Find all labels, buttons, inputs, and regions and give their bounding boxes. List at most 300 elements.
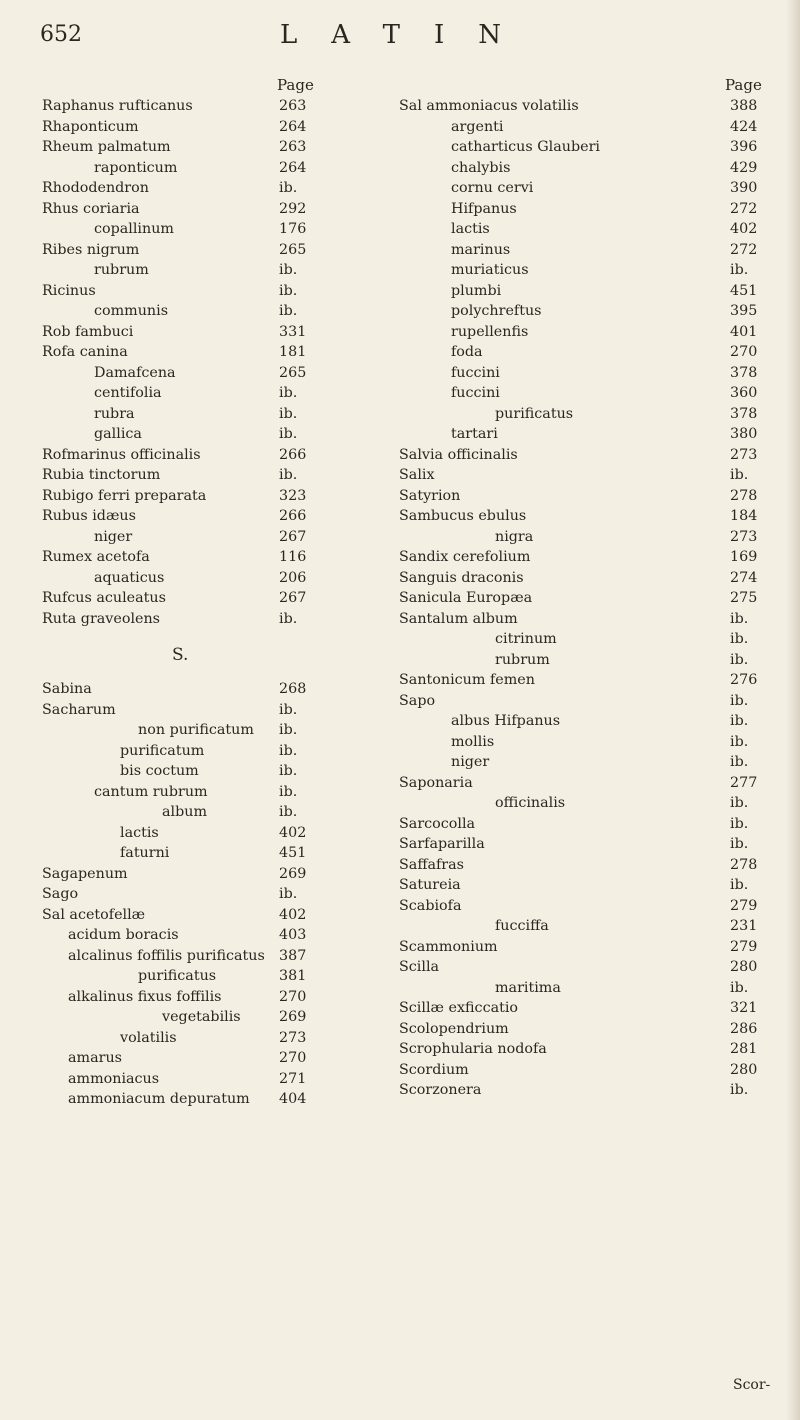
entry-page: 286	[730, 1020, 758, 1037]
entry-page: 402	[279, 824, 307, 841]
running-title: LATIN	[280, 20, 535, 50]
entry-page: ib.	[279, 610, 298, 627]
entry-term: ammoniacum depuratum	[68, 1091, 250, 1107]
index-entry	[399, 793, 772, 814]
entry-page: 402	[279, 906, 307, 923]
entry-page: 278	[730, 487, 758, 504]
entry-term: gallica	[94, 426, 142, 442]
entry-page: ib.	[279, 701, 298, 718]
entry-page: ib.	[730, 733, 749, 750]
entry-term: rubrum	[94, 262, 149, 278]
index-entry	[42, 445, 352, 466]
entry-page: 403	[279, 927, 307, 943]
entry-term: catharticus Glauberi	[451, 139, 601, 155]
entry-term: Scilla	[399, 959, 440, 975]
entry-term: lactis	[120, 824, 159, 841]
entry-page: ib.	[730, 836, 749, 852]
entry-page: 116	[279, 549, 307, 565]
index-entry	[399, 875, 772, 896]
entry-page: 266	[279, 446, 307, 463]
entry-term: Rhaponticum	[42, 118, 139, 135]
index-entry	[399, 609, 772, 630]
index-entry	[399, 773, 772, 794]
entry-page: 279	[730, 897, 758, 914]
entry-page: ib.	[279, 405, 298, 422]
index-entry	[399, 752, 772, 773]
entry-page: ib.	[279, 303, 298, 319]
index-entry	[399, 199, 772, 220]
entry-term: raponticum	[94, 159, 178, 176]
entry-term: Scillæ exficcatio	[399, 1000, 519, 1016]
entry-term: Scorzonera	[399, 1082, 482, 1098]
entry-term: Sabina	[42, 681, 92, 697]
entry-term: bis coctum	[120, 763, 199, 779]
index-entry	[399, 937, 772, 958]
entry-page: 387	[279, 947, 307, 964]
entry-term: Hifpanus	[451, 200, 517, 217]
entry-page: 263	[279, 98, 307, 114]
index-entry	[42, 864, 352, 885]
entry-term: Rofa canina	[42, 344, 128, 360]
entry-page: 272	[730, 241, 758, 258]
entry-page: 270	[279, 988, 307, 1005]
entry-term: nigra	[495, 528, 534, 545]
entry-term: Scabiofa	[399, 897, 462, 914]
entry-term: cantum rubrum	[94, 783, 208, 800]
index-entry	[42, 342, 352, 363]
entry-page: ib.	[279, 282, 298, 299]
index-entry	[42, 843, 352, 864]
index-entry	[399, 117, 772, 138]
index-entry	[399, 465, 772, 486]
index-entry	[399, 629, 772, 650]
index-entry	[42, 905, 352, 926]
index-entry	[399, 178, 772, 199]
index-entry	[399, 424, 772, 445]
entry-term: Sal ammoniacus volatilis	[399, 98, 579, 114]
entry-page: 380	[730, 426, 758, 442]
index-entry	[399, 96, 772, 117]
entry-term: Rufcus aculeatus	[42, 590, 166, 606]
entry-term: Scordium	[399, 1061, 469, 1078]
entry-page: ib.	[279, 742, 298, 759]
index-entry	[42, 281, 352, 302]
index-entry	[399, 732, 772, 753]
entry-page: ib.	[730, 631, 749, 647]
entry-page: 401	[730, 323, 758, 340]
index-entry	[399, 547, 772, 568]
entry-term: citrinum	[495, 631, 557, 647]
entry-page: 274	[730, 569, 758, 586]
entry-term: Rofmarinus officinalis	[42, 446, 201, 463]
entry-term: Sarcocolla	[399, 815, 476, 832]
index-entry	[399, 260, 772, 281]
index-entry	[399, 978, 772, 999]
index-entry	[399, 383, 772, 404]
entry-page: 265	[279, 241, 307, 258]
index-entry	[42, 1007, 352, 1028]
index-entry	[399, 896, 772, 917]
entry-term: Rumex acetofa	[42, 549, 150, 565]
entry-page: 279	[730, 938, 758, 955]
entry-page: 181	[279, 344, 307, 360]
index-entry	[42, 363, 352, 384]
entry-page: 266	[279, 508, 307, 524]
entry-page: ib.	[279, 467, 298, 483]
index-entry	[399, 281, 772, 302]
entry-page: 388	[730, 98, 758, 114]
index-entry	[42, 322, 352, 343]
entry-term: Ribes nigrum	[42, 241, 140, 258]
index-entry	[42, 1069, 352, 1090]
entry-page: ib.	[279, 385, 298, 401]
entry-page: ib.	[730, 610, 749, 627]
entry-term: Ruta graveolens	[42, 610, 161, 627]
entry-page: 280	[730, 1061, 758, 1078]
index-entry	[399, 527, 772, 548]
entry-page: 264	[279, 118, 307, 135]
entry-page: 269	[279, 1009, 307, 1025]
index-entry	[399, 650, 772, 671]
page-header	[40, 20, 780, 60]
index-entry	[399, 301, 772, 322]
index-entry	[399, 322, 772, 343]
entry-term: volatilis	[120, 1029, 177, 1046]
entry-term: Sago	[42, 886, 79, 902]
index-entry	[42, 966, 352, 987]
index-entry	[399, 916, 772, 937]
entry-page: ib.	[279, 426, 298, 442]
entry-term: Sandix cerefolium	[399, 549, 531, 565]
entry-page: ib.	[730, 713, 749, 729]
entry-page: 267	[279, 528, 307, 545]
index-entry	[42, 700, 352, 721]
page-number: 652	[40, 22, 82, 47]
entry-page: 276	[730, 672, 758, 688]
index-entry	[42, 547, 352, 568]
entry-term: Sal acetofellæ	[42, 906, 146, 923]
page-edge-shadow	[786, 0, 800, 1420]
index-entry	[399, 711, 772, 732]
entry-term: Salvia officinalis	[399, 446, 518, 463]
index-entry	[399, 1019, 772, 1040]
index-entry	[399, 137, 772, 158]
entry-term: officinalis	[495, 795, 566, 811]
index-entry	[42, 178, 352, 199]
index-entry	[42, 96, 352, 117]
entry-term: foda	[451, 344, 483, 360]
entry-page: 206	[279, 569, 307, 586]
entry-term: muriaticus	[451, 262, 529, 278]
entry-term: fuccini	[451, 364, 500, 381]
entry-term: aquaticus	[94, 569, 165, 586]
entry-page: ib.	[279, 783, 298, 800]
entry-page: 395	[730, 303, 758, 319]
entry-page: 381	[279, 968, 307, 984]
entry-page: ib.	[279, 763, 298, 779]
index-entry	[399, 957, 772, 978]
entry-page: 451	[730, 282, 758, 299]
entry-term: Rhus coriaria	[42, 200, 140, 217]
entry-term: marinus	[451, 241, 511, 258]
entry-term: vegetabilis	[162, 1009, 241, 1025]
entry-term: Scrophularia nodofa	[399, 1041, 547, 1057]
entry-term: tartari	[451, 426, 498, 442]
entry-page: 331	[279, 323, 307, 340]
entry-page: 281	[730, 1041, 758, 1057]
entry-page: ib.	[279, 804, 298, 820]
entry-page: 273	[279, 1029, 307, 1046]
entry-term: faturni	[120, 845, 170, 861]
index-entry	[42, 925, 352, 946]
entry-page: 269	[279, 865, 307, 882]
entry-page: 265	[279, 364, 307, 381]
entry-term: plumbi	[451, 282, 502, 299]
entry-page: 390	[730, 180, 758, 196]
entry-page: 267	[279, 590, 307, 606]
entry-term: niger	[94, 528, 133, 545]
entry-term: Rubigo ferri preparata	[42, 487, 207, 504]
page-column-label: Page	[277, 76, 314, 94]
index-entry	[399, 670, 772, 691]
entry-term: Satyrion	[399, 487, 461, 504]
entry-page: ib.	[730, 815, 749, 832]
entry-page: ib.	[730, 651, 749, 668]
index-entry	[42, 158, 352, 179]
entry-page: 424	[730, 118, 758, 135]
index-entry	[399, 363, 772, 384]
entry-page: 270	[730, 344, 758, 360]
index-entry	[42, 741, 352, 762]
index-entry	[399, 506, 772, 527]
entry-term: Ricinus	[42, 282, 96, 299]
spacer	[42, 629, 352, 639]
entry-term: Satureia	[399, 877, 461, 893]
index-entry	[42, 506, 352, 527]
index-entry	[42, 383, 352, 404]
entry-term: purificatus	[495, 405, 574, 422]
entry-page: 273	[730, 446, 758, 463]
right-index-rows	[399, 96, 772, 1101]
index-entry	[399, 486, 772, 507]
entry-term: centifolia	[94, 385, 162, 401]
entry-term: non purificatum	[138, 722, 254, 738]
entry-term: Rubia tinctorum	[42, 467, 161, 483]
index-entry	[42, 802, 352, 823]
index-entry	[42, 568, 352, 589]
index-entry	[399, 219, 772, 240]
index-entry	[42, 946, 352, 967]
entry-term: mollis	[451, 733, 495, 750]
entry-page: 270	[279, 1050, 307, 1066]
entry-page: 184	[730, 508, 758, 524]
entry-page: 396	[730, 139, 758, 155]
entry-page: 263	[279, 139, 307, 155]
index-entry	[399, 834, 772, 855]
index-entry	[399, 240, 772, 261]
entry-page: ib.	[730, 1082, 749, 1098]
index-entry	[42, 219, 352, 240]
entry-term: Santonicum femen	[399, 672, 535, 688]
index-entry	[42, 1028, 352, 1049]
index-entry	[399, 568, 772, 589]
index-entry	[42, 117, 352, 138]
entry-term: albus Hifpanus	[451, 713, 561, 729]
entry-term: amarus	[68, 1050, 122, 1066]
index-entry	[399, 1080, 772, 1101]
index-entry	[42, 404, 352, 425]
entry-term: Sanguis draconis	[399, 569, 524, 586]
entry-page: 268	[279, 681, 307, 697]
index-entry	[42, 301, 352, 322]
entry-page: 321	[730, 1000, 758, 1016]
entry-term: Sapo	[399, 692, 436, 709]
entry-term: Sambucus ebulus	[399, 508, 527, 524]
entry-page: 378	[730, 364, 758, 381]
index-entry	[42, 240, 352, 261]
index-entry	[42, 884, 352, 905]
entry-page: 275	[730, 590, 758, 606]
entry-term: Salix	[399, 467, 435, 483]
index-entry	[42, 199, 352, 220]
index-entry	[42, 260, 352, 281]
index-entry	[399, 691, 772, 712]
entry-term: purificatum	[120, 742, 205, 759]
entry-page: 402	[730, 221, 758, 237]
index-entry	[42, 137, 352, 158]
index-entry	[42, 1048, 352, 1069]
entry-page: ib.	[279, 180, 298, 196]
entry-term: cornu cervi	[451, 180, 534, 196]
index-entry	[42, 588, 352, 609]
index-entry	[42, 761, 352, 782]
entry-term: copallinum	[94, 221, 174, 237]
entry-term: rubra	[94, 405, 135, 422]
entry-page: ib.	[730, 877, 749, 893]
entry-page: ib.	[730, 262, 749, 278]
entry-term: alkalinus fixus foffilis	[68, 988, 222, 1005]
entry-page: 176	[279, 221, 307, 237]
index-entry	[399, 998, 772, 1019]
entry-page: 231	[730, 918, 758, 934]
entry-term: Rhododendron	[42, 180, 149, 196]
entry-page: ib.	[730, 795, 749, 811]
entry-term: maritima	[495, 979, 561, 996]
entry-page: 271	[279, 1070, 307, 1087]
catchword: Scor-	[733, 1377, 771, 1393]
entry-term: Raphanus rufticanus	[42, 98, 193, 114]
entry-term: fuccini	[451, 385, 500, 401]
entry-page: 272	[730, 200, 758, 217]
index-entry	[42, 782, 352, 803]
entry-page: ib.	[730, 467, 749, 483]
entry-term: polychreftus	[451, 303, 542, 319]
index-entry	[399, 445, 772, 466]
entry-page: ib.	[279, 722, 298, 738]
entry-term: lactis	[451, 221, 490, 237]
entry-term: acidum boracis	[68, 927, 179, 943]
entry-page: 264	[279, 159, 307, 176]
entry-term: album	[162, 804, 208, 820]
entry-term: rubrum	[495, 651, 550, 668]
entry-term: Santalum album	[399, 610, 518, 627]
index-entry	[42, 1089, 352, 1110]
left-index-rows	[42, 96, 352, 1110]
index-entry	[399, 1039, 772, 1060]
entry-page: 451	[279, 845, 307, 861]
index-entry	[399, 158, 772, 179]
index-entry	[399, 342, 772, 363]
section-heading	[42, 639, 352, 669]
index-entry	[42, 465, 352, 486]
entry-page: 277	[730, 774, 758, 791]
entry-term: Rob fambuci	[42, 323, 134, 340]
index-entry	[399, 404, 772, 425]
entry-term: Saponaria	[399, 774, 473, 791]
entry-page: 292	[279, 200, 307, 217]
entry-page: 378	[730, 405, 758, 422]
entry-term: argenti	[451, 118, 504, 135]
index-entry	[399, 814, 772, 835]
entry-term: fucciffa	[495, 918, 549, 934]
entry-term: Sacharum	[42, 701, 116, 718]
entry-page: 278	[730, 856, 758, 873]
index-entry	[42, 679, 352, 700]
entry-term: Sanicula Europæa	[399, 590, 533, 606]
entry-page: ib.	[279, 886, 298, 902]
entry-page: ib.	[730, 979, 749, 996]
entry-page: ib.	[730, 754, 749, 770]
index-entry	[42, 987, 352, 1008]
entry-page: 429	[730, 159, 758, 176]
index-entry	[42, 527, 352, 548]
entry-term: alcalinus foffilis purificatus	[68, 947, 265, 964]
entry-page: 169	[730, 549, 758, 565]
index-entry	[42, 823, 352, 844]
section-letter: S.	[172, 645, 189, 665]
entry-term: Sagapenum	[42, 865, 128, 882]
entry-term: Saffafras	[399, 856, 464, 873]
entry-term: Sarfaparilla	[399, 836, 485, 852]
entry-term: Rubus idæus	[42, 508, 136, 524]
index-entry	[42, 424, 352, 445]
entry-term: Scolopendrium	[399, 1020, 509, 1037]
entry-page: 404	[279, 1091, 307, 1107]
entry-term: Scammonium	[399, 938, 498, 955]
index-entry	[399, 1060, 772, 1081]
entry-page: 273	[730, 528, 758, 545]
entry-term: Damafcena	[94, 364, 176, 381]
entry-term: chalybis	[451, 159, 511, 176]
entry-page: ib.	[279, 262, 298, 278]
page-column-label: Page	[725, 76, 762, 94]
entry-term: communis	[94, 303, 169, 319]
entry-term: ammoniacus	[68, 1070, 160, 1087]
entry-term: Rheum palmatum	[42, 139, 171, 155]
spacer	[42, 669, 352, 679]
entry-page: 360	[730, 385, 758, 401]
entry-page: 323	[279, 487, 307, 504]
index-entry	[42, 609, 352, 630]
entry-term: niger	[451, 754, 490, 770]
index-entry	[42, 486, 352, 507]
entry-term: rupellenfis	[451, 323, 529, 340]
index-entry	[399, 588, 772, 609]
index-entry	[399, 855, 772, 876]
entry-page: ib.	[730, 692, 749, 709]
entry-page: 280	[730, 959, 758, 975]
index-entry	[42, 720, 352, 741]
